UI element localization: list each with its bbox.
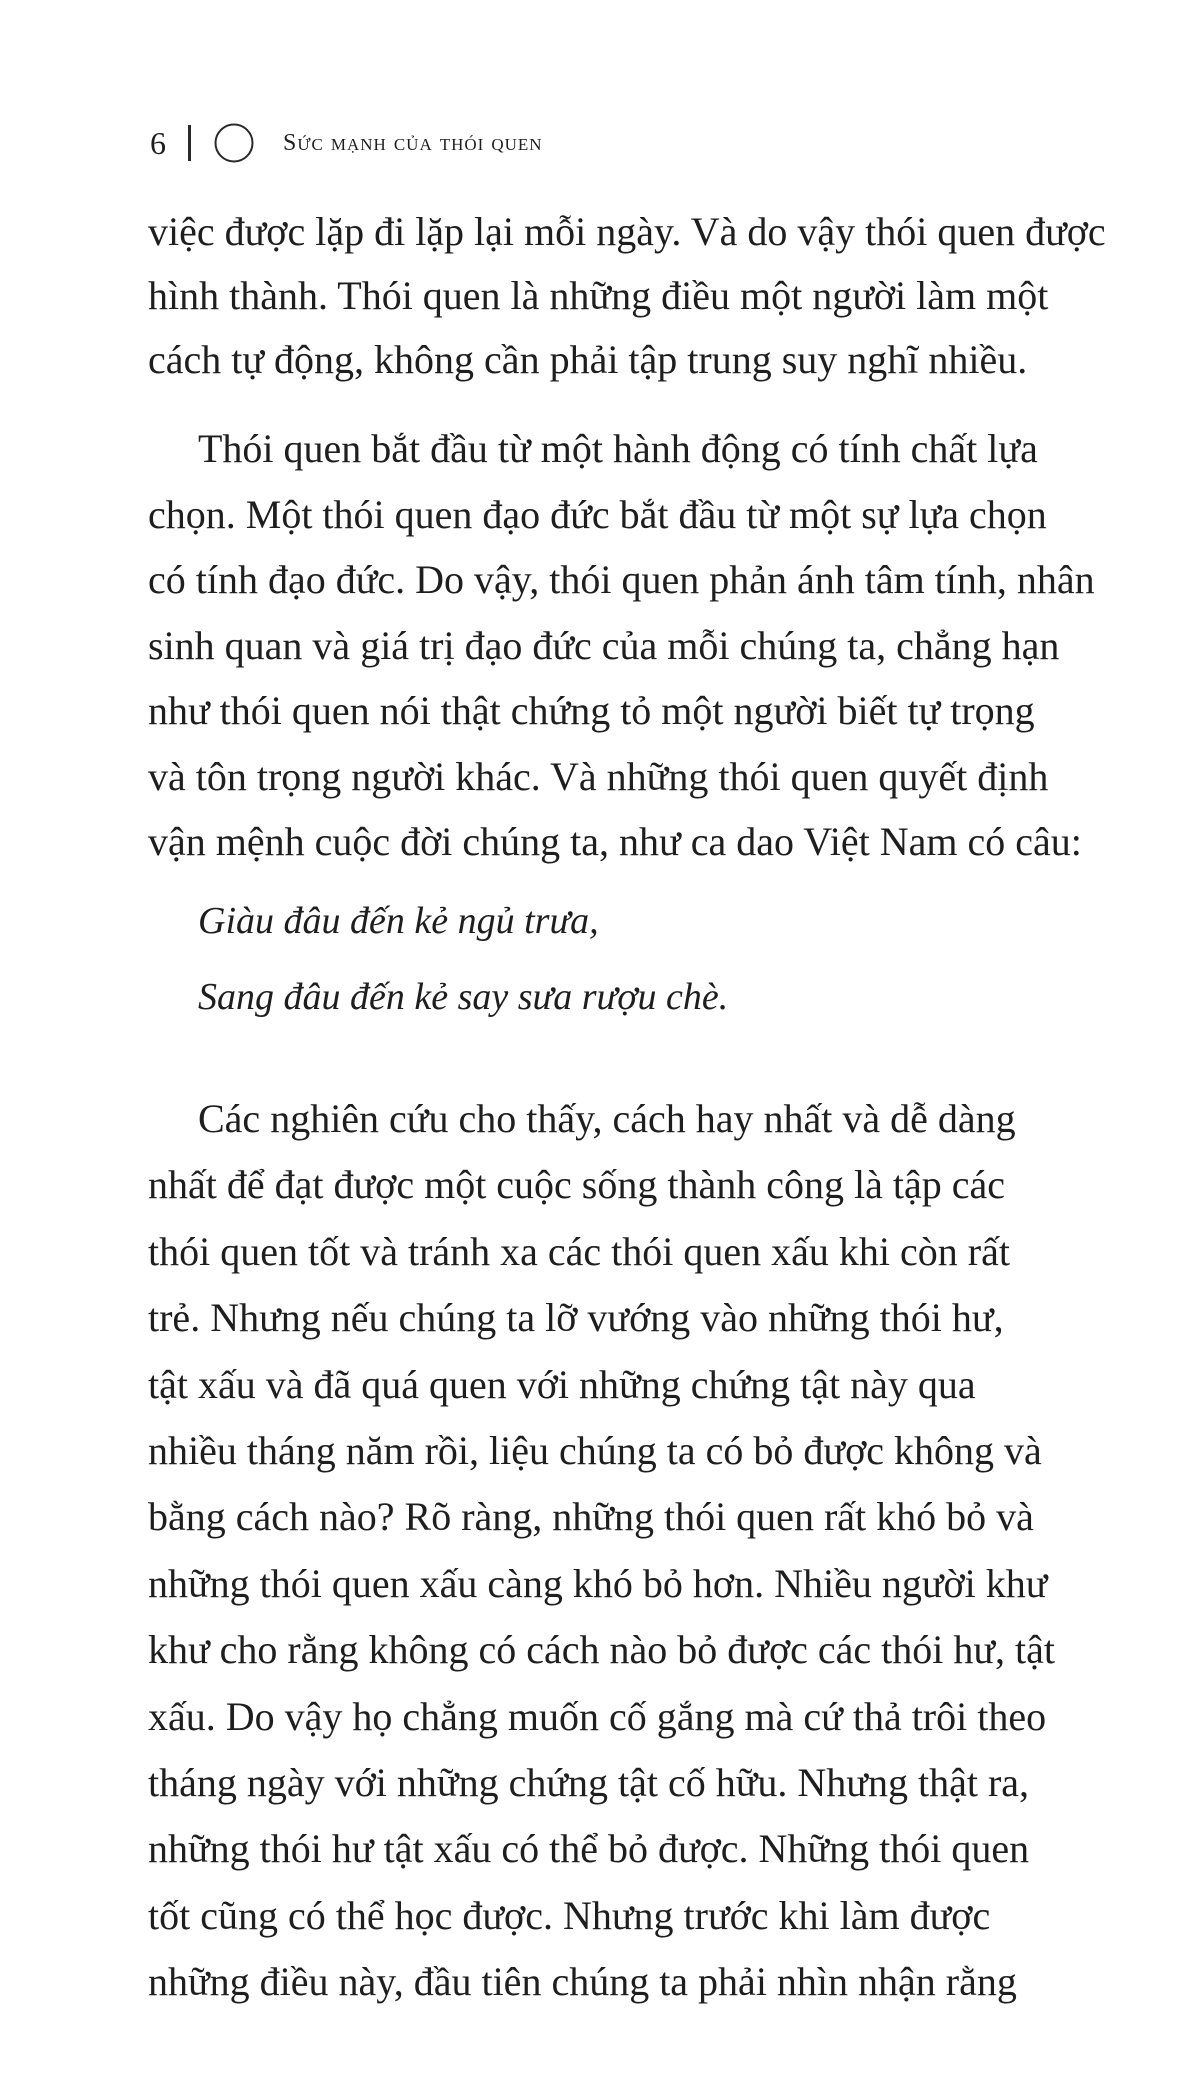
paragraph-2 <box>148 416 1120 875</box>
text-line: chọn. Một thói quen đạo đức bắt đầu từ một sự lựa chọn <box>148 491 1047 537</box>
text-line: tật xấu và đã quá quen với những chứng tật này qua <box>148 1361 976 1407</box>
paragraph-3 <box>148 1086 1120 2016</box>
text-line: những thói hư tật xấu có thể bỏ được. Những thói quen <box>148 1826 1030 1872</box>
text-line: Thói quen bắt đầu từ một hành động có tính chất lựa <box>198 426 1038 471</box>
text-line: tháng ngày với những chứng tật cố hữu. Nhưng thật ra, <box>148 1760 1030 1806</box>
text-line: thói quen tốt và tránh xa các thói quen xấu khi còn rất <box>148 1228 1010 1274</box>
text-line: sinh quan và giá trị đạo đức của mỗi chúng ta, chẳng hạn <box>148 622 1060 668</box>
verse-line-1: Giàu đâu đến kẻ ngủ trưa, <box>198 900 599 942</box>
text-line: Các nghiên cứu cho thấy, cách hay nhất và dễ dàng <box>198 1096 1016 1141</box>
text-line: khư cho rằng không có cách nào bỏ được các thói hư, tật <box>148 1627 1056 1673</box>
text-line: và tôn trọng người khác. Và những thói quen quyết định <box>148 753 1049 799</box>
page-number: 6 <box>150 125 166 161</box>
text-line: xấu. Do vậy họ chẳng muốn cố gắng mà cứ thả trôi theo <box>148 1693 1047 1739</box>
running-title: Sức mạnh của thói quen <box>283 130 543 156</box>
text-line: những điều này, đầu tiên chúng ta phải nhìn nhận rằng <box>148 1959 1017 2005</box>
text-line: những thói quen xấu càng khó bỏ hơn. Nhiều người khư <box>148 1560 1048 1606</box>
text-line: nhiều tháng năm rồi, liệu chúng ta có bỏ được không và <box>148 1428 1042 1474</box>
text-line: cách tự động, không cần phải tập trung suy nghĩ nhiều. <box>148 337 1028 382</box>
text-line: trẻ. Nhưng nếu chúng ta lỡ vướng vào những thói hư, <box>148 1295 1004 1341</box>
text-line: như thói quen nói thật chứng tỏ một người biết tự trọng <box>148 688 1035 733</box>
text-line: hình thành. Thói quen là những điều một người làm một <box>148 273 1049 318</box>
text-line: nhất để đạt được một cuộc sống thành công là tập các <box>148 1162 1005 1208</box>
text-line: bằng cách nào? Rõ ràng, những thói quen rất khó bỏ và <box>148 1494 1034 1540</box>
text-line: tốt cũng có thể học được. Nhưng trước khi làm được <box>148 1892 991 1938</box>
paragraph-1 <box>148 200 1120 392</box>
circle-outline-icon <box>213 122 255 164</box>
header-divider <box>188 125 191 161</box>
text-line: vận mệnh cuộc đời chúng ta, như ca dao Việt Nam có câu: <box>148 819 1082 864</box>
verse-line-2: Sang đâu đến kẻ say sưa rượu chè. <box>198 976 729 1018</box>
page-header <box>150 116 543 170</box>
text-line: có tính đạo đức. Do vậy, thói quen phản ánh tâm tính, nhân <box>148 557 1095 602</box>
text-line: việc được lặp đi lặp lại mỗi ngày. Và do vậy thói quen được <box>148 209 1106 254</box>
